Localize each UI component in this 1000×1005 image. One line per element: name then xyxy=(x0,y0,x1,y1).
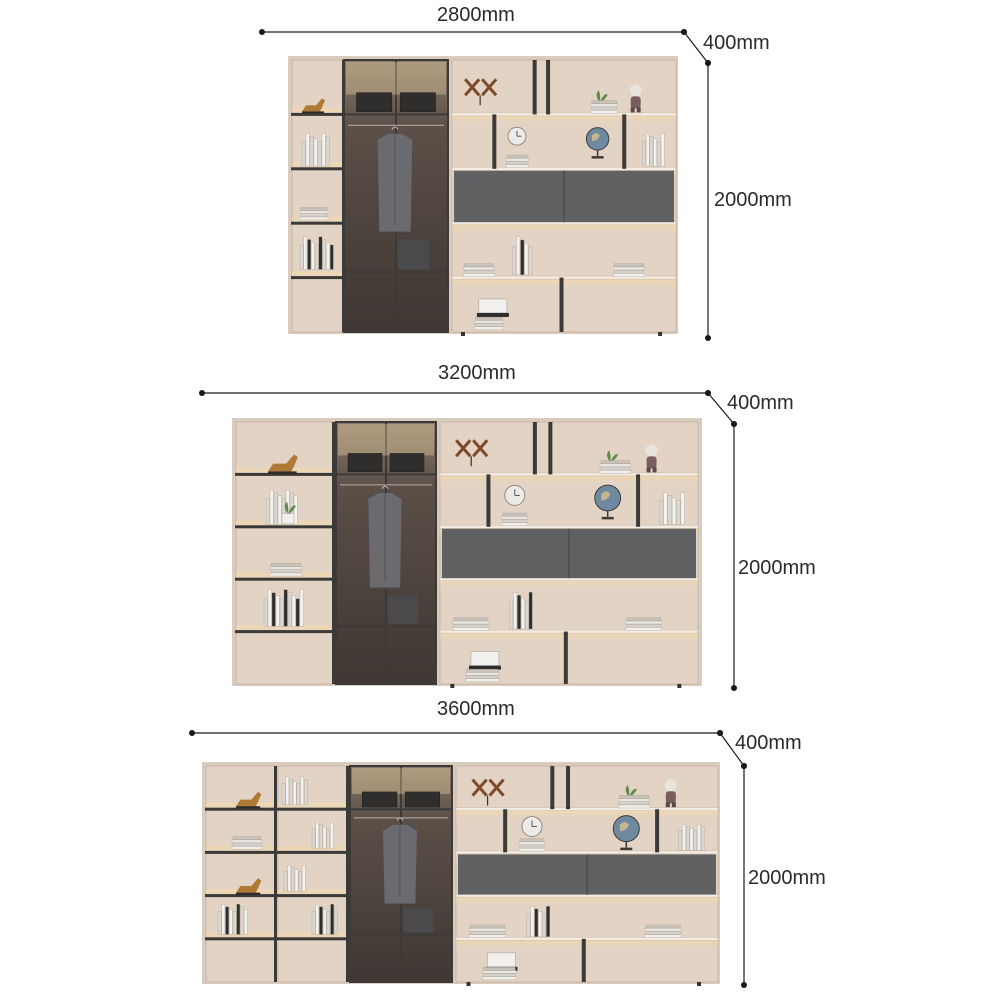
storage-box-icon xyxy=(390,453,424,471)
bookcase-unit-1 xyxy=(452,60,676,336)
open-shelf-column-3a xyxy=(205,766,277,982)
depth-dimension-line-3-end-a xyxy=(717,730,723,736)
shelf-line xyxy=(456,937,718,940)
height-dimension-line-3-end-a xyxy=(741,763,747,769)
height-dimension-line-2-end-a xyxy=(731,421,737,427)
shelf-line xyxy=(235,578,335,581)
shelf-line xyxy=(456,808,718,811)
width-label-2: 3200mm xyxy=(438,362,516,384)
height-label-3: 2000mm xyxy=(748,867,826,889)
height-dimension-line-1-end-a xyxy=(705,60,711,66)
shelf-line xyxy=(452,167,676,170)
shelf-line xyxy=(205,851,277,854)
bookcase-unit-2 xyxy=(440,422,698,688)
width-dimension-line-3-end-a xyxy=(189,730,195,736)
shelf-line xyxy=(440,473,698,476)
shelf-line xyxy=(277,894,349,897)
handbag-icon xyxy=(398,235,429,270)
depth-label-2: 400mm xyxy=(727,392,794,414)
love-sign-icon xyxy=(469,652,501,670)
height-label-1: 2000mm xyxy=(714,189,792,211)
book-stack-icon xyxy=(463,264,494,277)
book-stack-icon xyxy=(482,967,516,980)
storage-box-icon xyxy=(348,453,382,471)
handbag-icon xyxy=(388,590,418,624)
height-dimension-line-3-end-b xyxy=(741,982,747,988)
shelf-line xyxy=(456,851,718,854)
bear-figure-icon xyxy=(665,779,677,807)
book-stack-icon xyxy=(300,207,328,220)
book-stack-icon xyxy=(453,618,489,631)
height-label-2: 2000mm xyxy=(738,557,816,579)
book-stack-icon xyxy=(474,317,503,330)
shelf-line xyxy=(291,167,345,170)
book-stack-icon xyxy=(270,563,302,576)
book-stack-icon xyxy=(600,461,631,474)
open-shelf-column-2 xyxy=(235,422,335,684)
depth-dimension-line-1-end-a xyxy=(681,29,687,35)
book-stack-icon xyxy=(502,513,528,526)
clock-icon xyxy=(505,485,525,505)
shelf-line xyxy=(291,276,345,279)
book-stack-icon xyxy=(506,155,528,168)
love-sign-icon xyxy=(477,299,509,317)
shelf-line xyxy=(235,630,335,633)
width-label-1: 2800mm xyxy=(437,4,515,26)
depth-dimension-line-2-end-a xyxy=(705,390,711,396)
book-stack-icon xyxy=(645,925,682,938)
hanging-coat-icon xyxy=(383,818,418,904)
depth-label-1: 400mm xyxy=(703,32,770,54)
shelf-line xyxy=(277,937,349,940)
hanging-coat-icon xyxy=(377,127,412,232)
book-stack-icon xyxy=(469,925,506,938)
height-dimension-line-1-end-b xyxy=(705,335,711,341)
open-shelf-column-1 xyxy=(291,60,345,332)
bear-figure-icon xyxy=(646,444,658,472)
clock-icon xyxy=(508,127,526,145)
book-stack-icon xyxy=(519,839,545,852)
book-stack-icon xyxy=(591,101,618,114)
shelf-line xyxy=(291,222,345,225)
book-stack-icon xyxy=(232,837,262,850)
shelf-line xyxy=(452,276,676,279)
shelf-line xyxy=(277,808,349,811)
clock-icon xyxy=(522,816,542,836)
storage-box-icon xyxy=(400,93,435,112)
shelf-line xyxy=(277,851,349,854)
width-label-3: 3600mm xyxy=(437,698,515,720)
shelf-line xyxy=(235,525,335,528)
bear-figure-icon xyxy=(630,84,642,112)
storage-box-icon xyxy=(405,792,440,807)
book-stack-icon xyxy=(613,264,644,277)
hanging-coat-icon xyxy=(368,486,402,588)
shelf-line xyxy=(440,525,698,528)
shelf-line xyxy=(452,113,676,116)
book-stack-icon xyxy=(466,669,500,682)
width-dimension-line-2-end-a xyxy=(199,390,205,396)
height-dimension-line-2-end-b xyxy=(731,685,737,691)
shelf-line xyxy=(205,937,277,940)
width-dimension-line-1-end-a xyxy=(259,29,265,35)
depth-label-3: 400mm xyxy=(735,732,802,754)
book-stack-icon xyxy=(618,795,649,808)
book-stack-icon xyxy=(626,618,662,631)
storage-box-icon xyxy=(362,792,397,807)
storage-box-icon xyxy=(356,93,391,112)
